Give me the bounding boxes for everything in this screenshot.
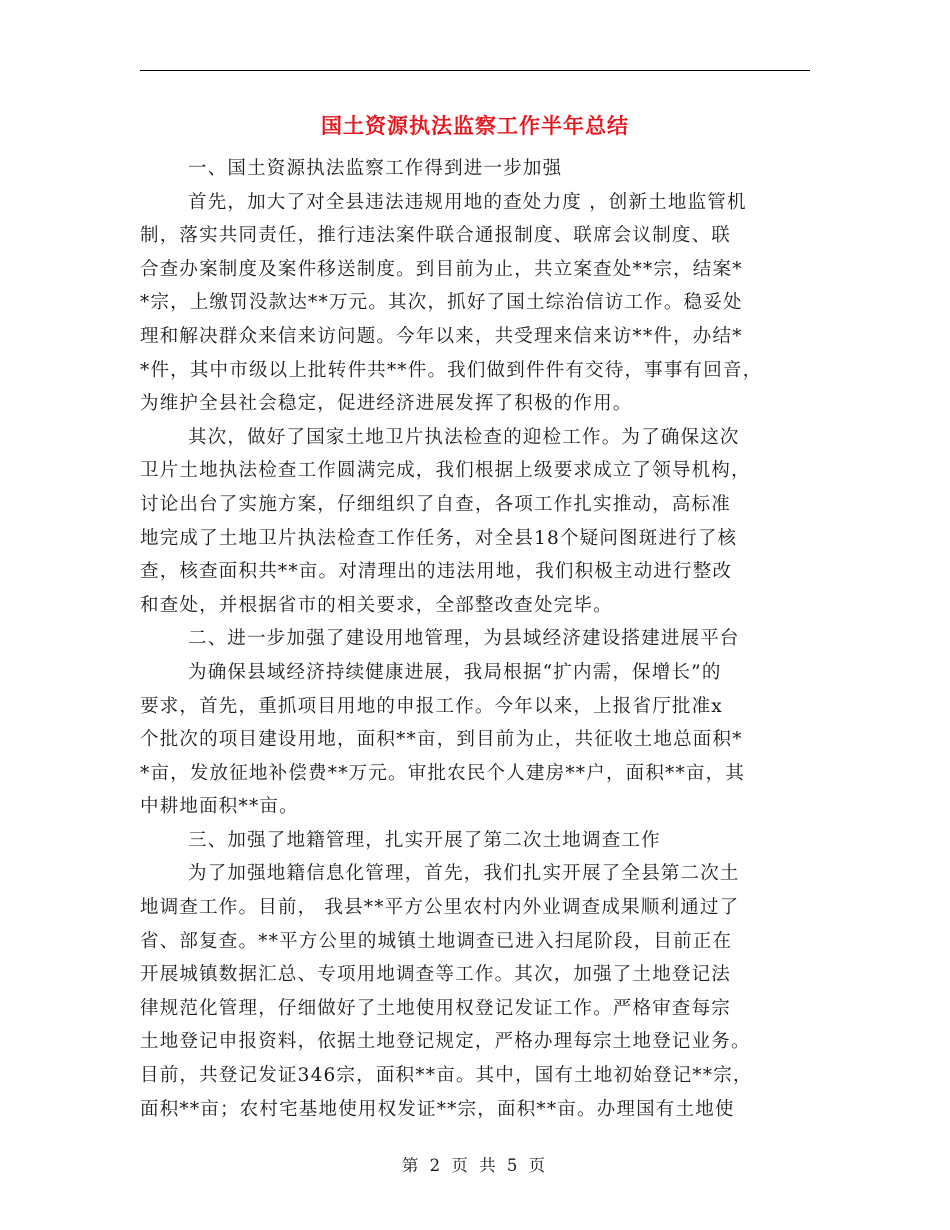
document-title: 国土资源执法监察工作半年总结 bbox=[321, 113, 629, 138]
paragraph-line: 为了加强地籍信息化管理，首先，我们扎实开展了全县第二次土 bbox=[188, 863, 740, 885]
paragraph-line: 目前，共登记发证346宗，面积**亩。其中，国有土地初始登记**宗， bbox=[140, 1065, 753, 1087]
section-heading-1: 一、国土资源执法监察工作得到进一步加强 bbox=[188, 158, 563, 179]
paragraph-line: 为维护全县社会稳定，促进经济进展发挥了积极的作用。 bbox=[140, 393, 633, 415]
paragraph-line: 理和解决群众来信来访问题。今年以来，共受理来信来访**件，办结* bbox=[140, 325, 743, 347]
section-heading-2: 二、进一步加强了建设用地管理，为县域经济建设搭建进展平台 bbox=[188, 628, 740, 650]
paragraph-line: 开展城镇数据汇总、专项用地调查等工作。其次，加强了土地登记法 bbox=[140, 964, 732, 986]
paragraph-line: 要求，首先，重抓项目用地的申报工作。今年以来，上报省厅批准x bbox=[140, 695, 723, 717]
paragraph-line: 省、部复查。**平方公里的城镇土地调查已进入扫尾阶段，目前正在 bbox=[140, 930, 733, 952]
paragraph-line: 和查处，并根据省市的相关要求，全部整改查处完毕。 bbox=[140, 594, 613, 616]
paragraph-line: *宗，上缴罚没款达**万元。其次，抓好了国土综治信访工作。稳妥处 bbox=[140, 292, 743, 314]
document-body bbox=[140, 152, 810, 1126]
paragraph-line: 律规范化管理，仔细做好了土地使用权登记发证工作。严格审查每宗 bbox=[140, 997, 732, 1019]
paragraph-line: 面积**亩；农村宅基地使用权发证**宗，面积**亩。办理国有土地使 bbox=[140, 1098, 735, 1120]
paragraph-line: 讨论出台了实施方案，仔细组织了自查，各项工作扎实推动，高标准 bbox=[140, 493, 732, 515]
page-number: 第 2 页 共 5 页 bbox=[401, 1156, 549, 1175]
paragraph-line: *件，其中市级以上批转件共**件。我们做到件件有交待，事事有回音， bbox=[140, 359, 763, 381]
paragraph-line: 其次，做好了国家土地卫片执法检查的迎检工作。为了确保这次 bbox=[188, 426, 740, 448]
paragraph-line: 地完成了土地卫片执法检查工作任务，对全县18个疑问图斑进行了核 bbox=[140, 527, 738, 549]
paragraph-line: 卫片土地执法检查工作圆满完成，我们根据上级要求成立了领导机构， bbox=[140, 460, 751, 482]
paragraph-line: *亩，发放征地补偿费**万元。审批农民个人建房**户，面积**亩，其 bbox=[140, 762, 746, 784]
header-rule bbox=[140, 70, 810, 71]
paragraph-line: 土地登记申报资料，依据土地登记规定，严格办理每宗土地登记业务。 bbox=[140, 1031, 751, 1053]
paragraph-line: 为确保县域经济持续健康进展，我局根据“扩内需，保增长”的 bbox=[188, 661, 722, 683]
paragraph-line: 首先，加大了对全县违法违规用地的查处力度 ，创新土地监管机 bbox=[188, 191, 747, 213]
paragraph-line: 个批次的项目建设用地，面积**亩，到目前为止，共征收土地总面积* bbox=[140, 729, 743, 751]
paragraph-line: 地调查工作。目前， 我县**平方公里农村内外业调查成果顺利通过了 bbox=[140, 897, 740, 919]
paragraph-line: 制，落实共同责任，推行违法案件联合通报制度、联席会议制度、联 bbox=[140, 225, 732, 247]
paragraph-line: 查，核查面积共**亩。对清理出的违法用地，我们积极主动进行整改 bbox=[140, 561, 733, 583]
section-heading-3: 三、加强了地籍管理，扎实开展了第二次土地调查工作 bbox=[188, 829, 661, 851]
paragraph-line: 合查办案制度及案件移送制度。到目前为止，共立案查处**宗，结案* bbox=[140, 258, 743, 280]
paragraph-line: 中耕地面积**亩。 bbox=[140, 796, 299, 818]
